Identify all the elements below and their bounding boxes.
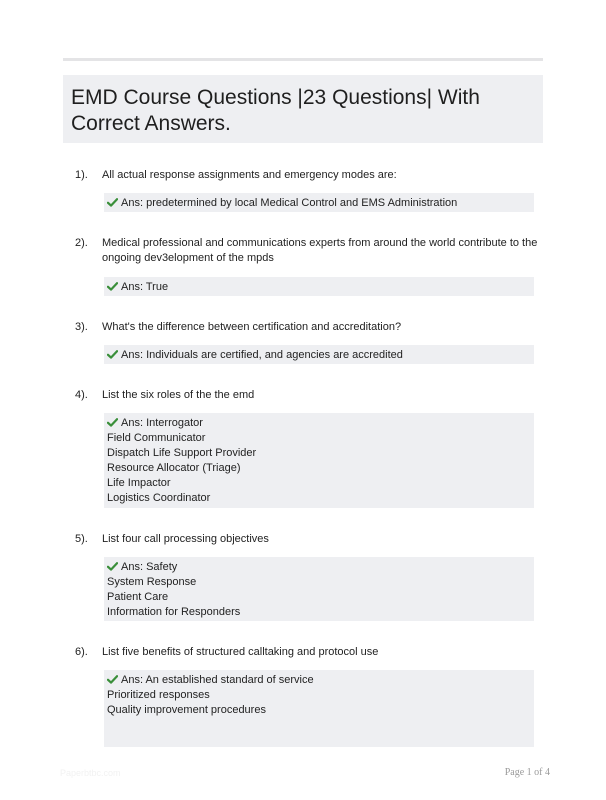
question-number: 2). (75, 237, 88, 249)
answer-prefix: Ans: (121, 674, 146, 686)
answer-line: Dispatch Life Support Provider (107, 447, 257, 459)
question-number: 5). (75, 533, 88, 545)
check-icon (107, 198, 118, 207)
answer-text: predetermined by local Medical Control and EMS Administration (146, 197, 458, 209)
answer-line: Resource Allocator (Triage) (107, 462, 241, 474)
question-text: List five benefits of structured calltaking and protocol use (102, 646, 379, 658)
answer-text: An established standard of service (145, 674, 314, 686)
header-divider (63, 58, 543, 61)
page-number: Page 1 of 4 (504, 767, 550, 778)
answer-line: Prioritized responses (107, 689, 210, 701)
question-number: 4). (75, 389, 88, 401)
answer-prefix: Ans: (121, 197, 147, 209)
answer-box (104, 557, 534, 621)
answer-prefix: Ans: (121, 281, 146, 293)
answer-line (107, 348, 531, 363)
question-text: List four call processing objectives (102, 533, 269, 545)
document-title: EMD Course Questions |23 Questions| With Correct Answers. (71, 86, 480, 135)
answer-line (107, 560, 531, 575)
answer-line (107, 416, 531, 431)
answer-text: Safety (146, 561, 178, 573)
answer-prefix: Ans: (121, 417, 147, 429)
question-text: What's the difference between certification and accreditation? (102, 321, 402, 333)
question-number: 1). (75, 169, 88, 181)
answer-text: Individuals are certified, and agencies are accredited (146, 349, 403, 361)
answer-box (104, 670, 534, 747)
answer-text: True (145, 281, 169, 293)
answer-box (104, 345, 534, 364)
check-icon (107, 418, 118, 427)
check-icon (107, 350, 118, 359)
answer-text: Interrogator (146, 417, 203, 429)
answer-box (104, 277, 534, 296)
check-icon (107, 282, 118, 291)
answer-line (107, 280, 531, 295)
answer-prefix: Ans: (121, 561, 147, 573)
answer-box (104, 193, 534, 212)
answer-prefix: Ans: (121, 349, 147, 361)
question-number: 6). (75, 646, 88, 658)
answer-line: Life Impactor (107, 477, 171, 489)
question-number: 3). (75, 321, 88, 333)
answer-line: Patient Care (107, 591, 169, 603)
check-icon (107, 562, 118, 571)
question-text: All actual response assignments and emergency modes are: (102, 169, 397, 181)
check-icon (107, 675, 118, 684)
answer-line: Quality improvement procedures (107, 704, 266, 716)
answer-box (104, 413, 534, 508)
title-banner (63, 75, 543, 143)
question-text: Medical professional and communications experts from around the world contribute to the ongoing dev3elopment of the mpds (102, 237, 538, 264)
answer-line (107, 196, 531, 211)
answer-line: Logistics Coordinator (107, 492, 211, 504)
answer-line (107, 673, 531, 688)
answer-line: System Response (107, 576, 197, 588)
footer-watermark: Paperbtbc.com (60, 768, 121, 778)
question-text: List the six roles of the the emd (102, 389, 255, 401)
answer-line: Information for Responders (107, 606, 241, 618)
answer-line: Field Communicator (107, 432, 206, 444)
